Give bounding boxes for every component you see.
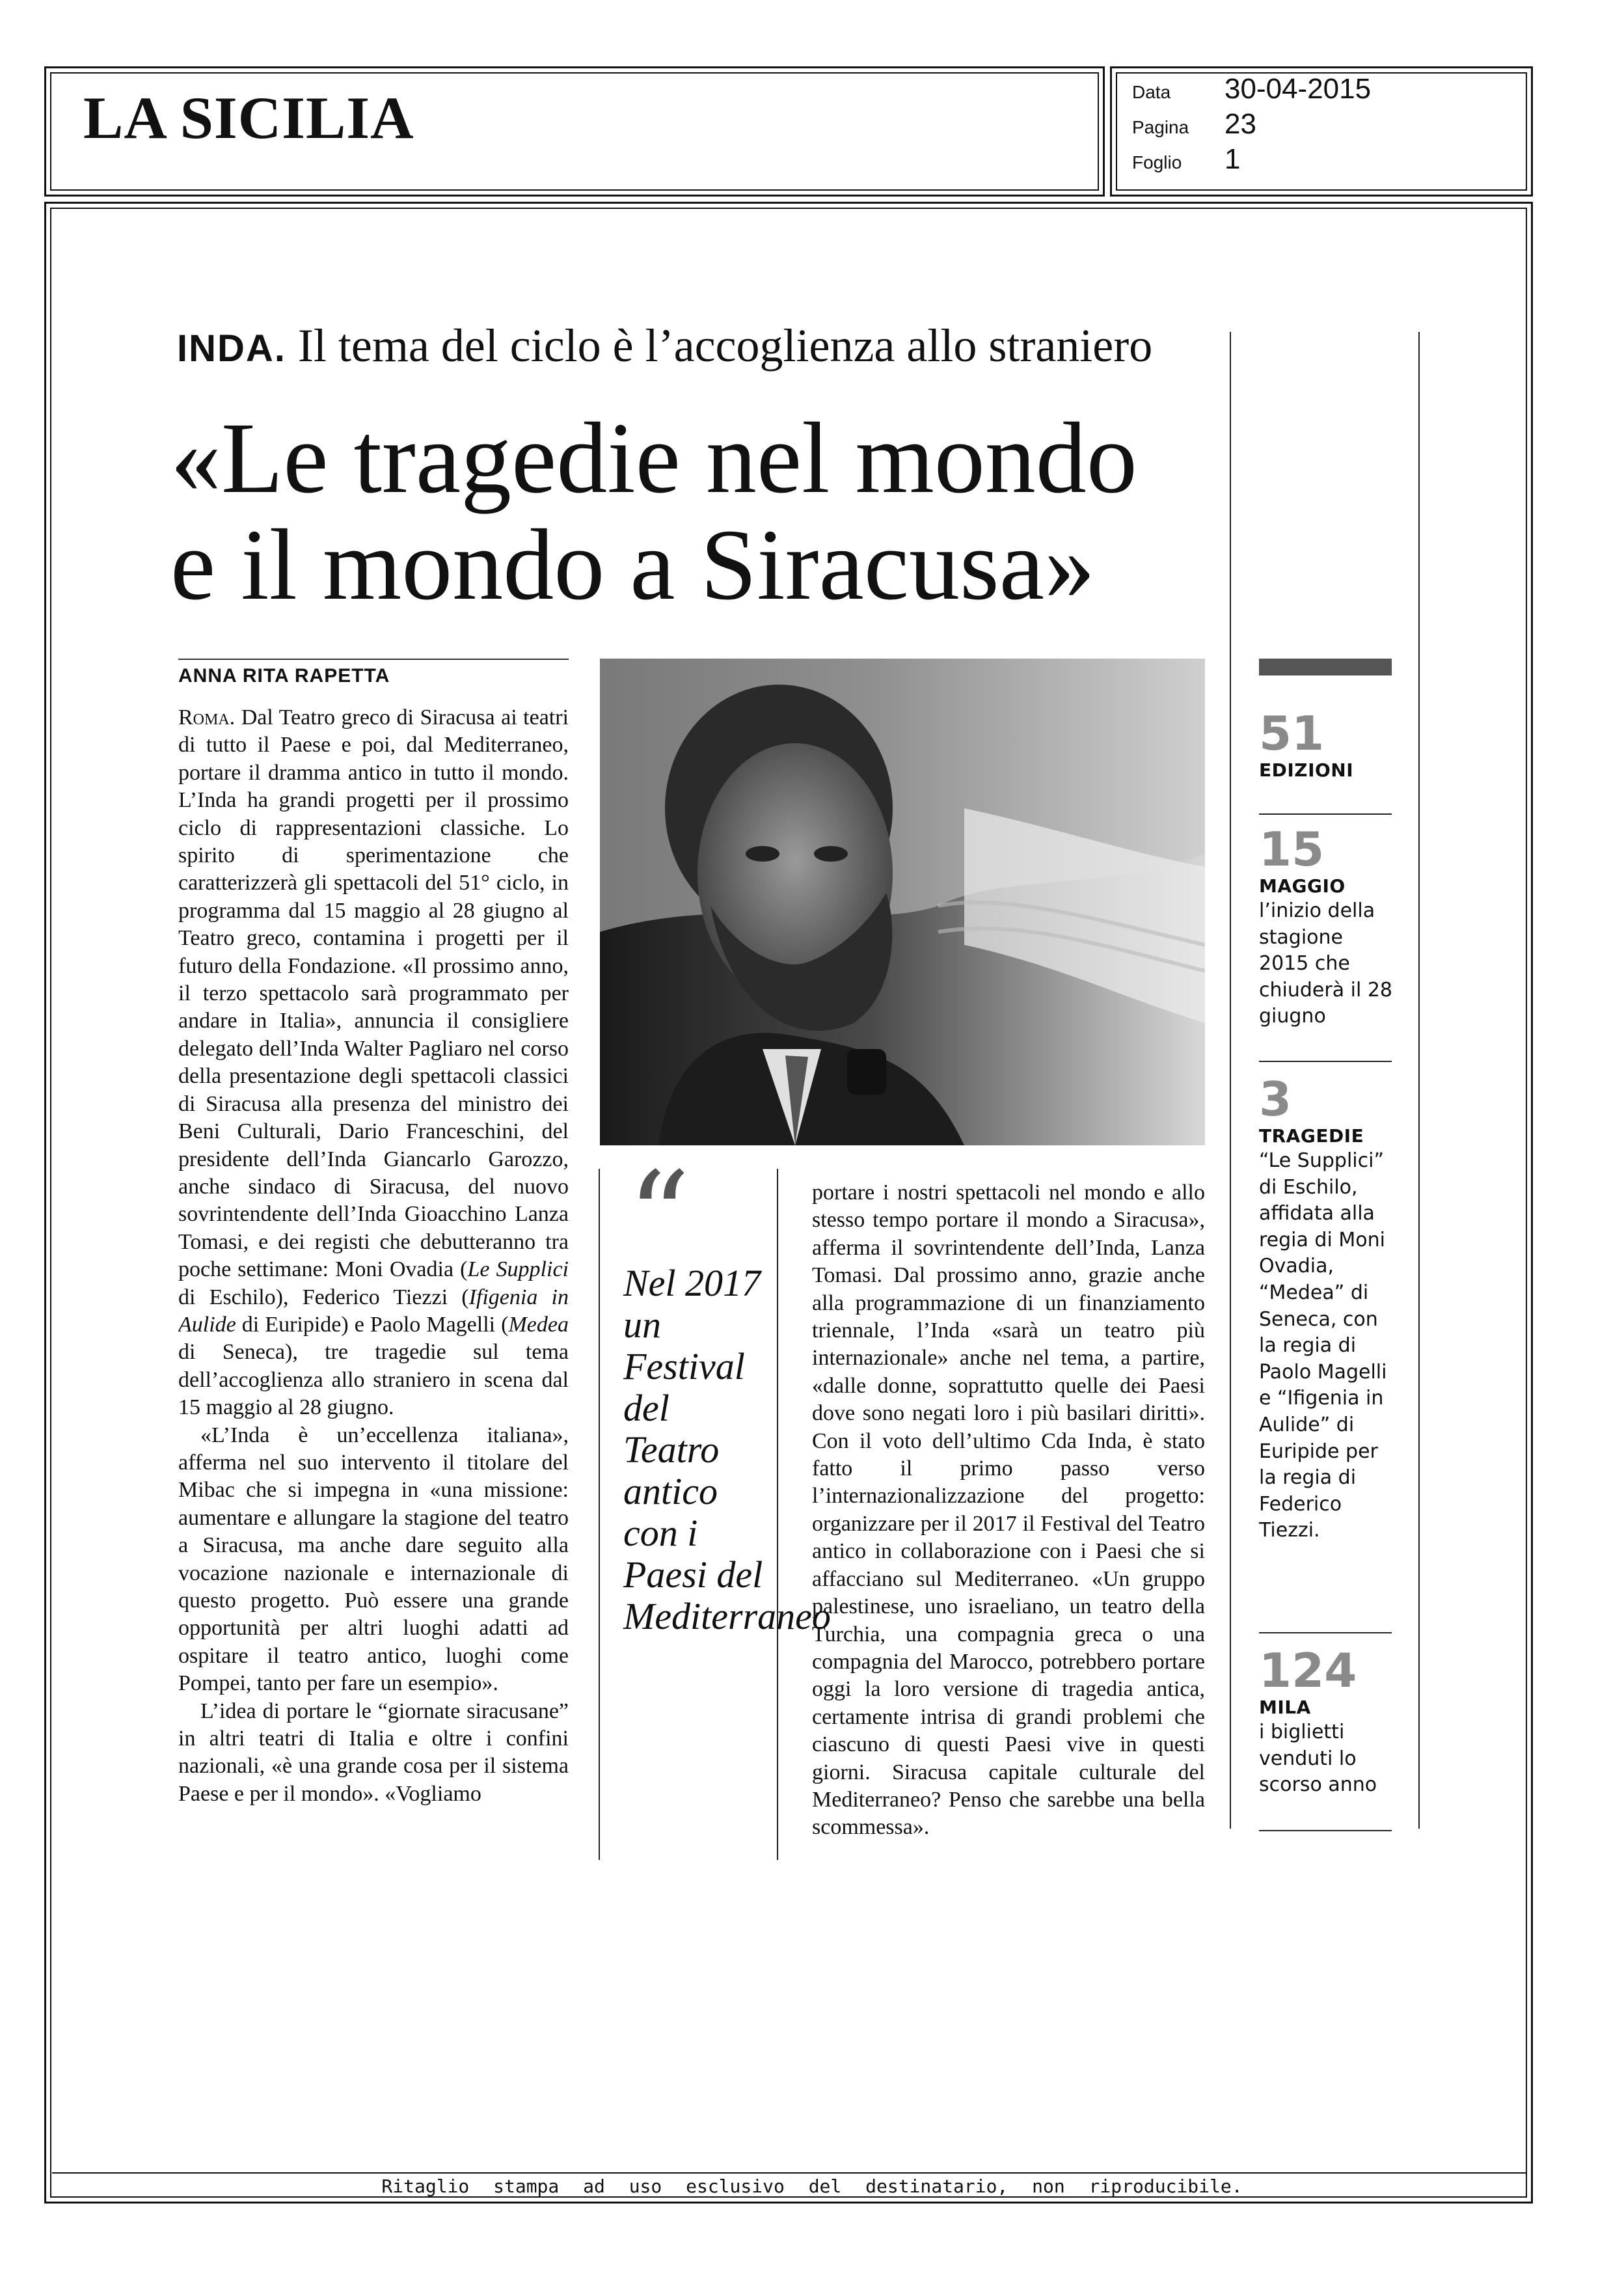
stat-number: 124	[1259, 1643, 1357, 1698]
headline-line-1: «Le tragedie nel mondo	[170, 402, 1137, 514]
paragraph-4: portare i nostri spettacoli nel mondo e allo stesso tempo portare il mondo a Siracusa», afferma il sovrintendente dell’Inda, Lanza Tomasi. Dal prossimo anno, grazie anche alla programmazione di un finanziamento triennale, l’Inda «sarà un teatro più internazionale» anche nel tema, a partire, «dalle donne, soprattutto quelle dei Paesi dove sono negati loro i più basilari diritti». Con il voto dell’ultimo Cda Inda, è stato fatto il primo passo verso l’internazionalizzazione del progetto: organizzare per il 2017 il Festival del Teatro antico in collaborazione con i Paesi che si affacciano sul Mediterraneo. «Un gruppo palestinese, uno israeliano, un teatro della Turchia, una compagnia greca o una compagnia del Marocco, potrebbero portare oggi la loro versione di tragedia antica, certamente intrisa di grandi problemi che ciascuno di questi Paesi vive in questi giorni. Siracusa capitale culturale del Mediterraneo? Penso che sarebbe una bella scommessa».	[812, 1180, 1205, 1840]
dateline: Roma.	[178, 705, 236, 730]
pull-quote-rule-left	[599, 1169, 600, 1860]
stat-label: EDIZIONI	[1259, 759, 1354, 781]
paragraph-2: «L’Inda è un’eccellenza italiana», afferma nel suo intervento il titolare del Mibac che si impegna in «una missione: aumentare e allungare la stagione del teatro a Siracusa, ma anche dare seguito alla vocazione nazionale e internazionale di questo progetto. Può essere una grande opportunità per altri luoghi adatti ad ospitare il teatro antico, luoghi come Pompei, tanto per fare un esempio».	[178, 1423, 569, 1696]
stat-number: 51	[1259, 706, 1325, 761]
kicker-text: Il tema del ciclo è l’accoglienza allo straniero	[297, 320, 1153, 372]
meta-value-pagina: 23	[1225, 108, 1256, 140]
byline: ANNA RITA RAPETTA	[178, 665, 390, 687]
stat-label: MAGGIO	[1259, 875, 1346, 897]
byline-rule	[178, 659, 569, 660]
stat-editions	[1259, 708, 1396, 782]
quote-mark-icon: “	[627, 1145, 691, 1289]
kicker-tag: INDA.	[177, 327, 286, 370]
headline	[170, 402, 1264, 621]
stat-description: i biglietti venduti lo scorso anno	[1259, 1721, 1377, 1797]
stat-label: TRAGEDIE	[1259, 1125, 1364, 1147]
stat-description: l’inizio della stagione 2015 che chiuderà il 28 giugno	[1259, 899, 1392, 1028]
title-le-supplici: Le Supplici	[467, 1257, 569, 1282]
meta-key-pagina: Pagina	[1132, 117, 1189, 137]
kicker	[177, 319, 1152, 373]
stat-tragedies	[1259, 1074, 1396, 1544]
paragraph-1: Roma. Dal Teatro greco di Siracusa ai teatri di tutto il Paese e poi, dal Mediterraneo, portare il dramma antico in tutto il mondo. L’Inda ha grandi progetti per il prossimo ciclo di rappresentazioni classiche. Lo spirito di sperimentazione che caratterizzerà gli spettacoli del 51° ciclo, in programma dal 15 maggio al 28 giugno al Teatro greco, contamina i progetti per il futuro della Fondazione. «Il prossimo anno, il terzo spettacolo sarà programmato per andare in Italia», annuncia il consigliere delegato dell’Inda Walter Pagliaro nel corso della presentazione degli spettacoli classici di Siracusa alla presenza del ministro dei Beni Culturali, Dario Franceschini, del presidente dell’Inda Giancarlo Garozzo, anche sindaco di Siracusa, del nuovo sovrintendente dell’Inda Gioacchino Lanza Tomasi, e dei registi che debutteranno tra poche settimane: Moni Ovadia (Le Supplici di Eschilo), Federico Tiezzi (Ifigenia in Aulide di Euripide) e Paolo Magelli (Medea di Seneca), tre tragedie sul tema dell’accoglienza allo straniero in scena dal 15 maggio al 28 giugno.	[178, 705, 569, 1420]
stat-divider	[1259, 1830, 1392, 1831]
footer-disclaimer: Ritaglio stampa ad uso esclusivo del destinatario, non riproducibile.	[381, 2176, 1243, 2197]
title-ifigenia: Ifigenia in Aulide	[178, 1285, 569, 1337]
article-photo	[600, 659, 1205, 1145]
stat-number: 15	[1259, 822, 1325, 877]
newspaper-title: LA SICILIA	[83, 85, 414, 151]
footer-rule	[52, 2172, 1526, 2174]
stat-may	[1259, 824, 1396, 1030]
article-column-1	[178, 704, 569, 1863]
sidebar-rule-right	[1418, 332, 1420, 1829]
stat-description: “Le Supplici” di Eschilo, affidata alla regia di Moni Ovadia, “Medea” di Seneca, con la regia di Paolo Magelli e “Ifigenia in Aulide” di Euripide per la regia di Federico Tiezzi.	[1259, 1149, 1387, 1542]
title-medea: Medea	[508, 1312, 569, 1337]
stat-divider	[1259, 1632, 1392, 1633]
meta-value-foglio: 1	[1225, 143, 1241, 175]
stat-divider	[1259, 813, 1392, 815]
sidebar-rule-left	[1230, 332, 1231, 1829]
pull-quote-rule-right	[777, 1169, 778, 1860]
meta-value-data: 30-04-2015	[1225, 73, 1372, 105]
stat-divider	[1259, 1061, 1392, 1062]
stat-label: MILA	[1259, 1697, 1311, 1718]
headline-line-2: e il mondo a Siracusa»	[170, 508, 1095, 621]
portrait-photo	[600, 659, 1205, 1145]
paragraph-3: L’idea di portare le “giornate siracusane” in altri teatri di Italia e oltre i confini nazionali, «è una grande cosa per il sistema Paese e per il mondo». «Vogliamo	[178, 1699, 569, 1806]
sidebar-header-bar	[1259, 659, 1392, 676]
pull-quote: Nel 2017 un Festival del Teatro antico con i Paesi del Mediterraneo	[623, 1262, 831, 1637]
article-column-2	[812, 1179, 1205, 1863]
stat-tickets	[1259, 1645, 1396, 1799]
stat-number: 3	[1259, 1072, 1292, 1126]
meta-key-foglio: Foglio	[1132, 152, 1182, 172]
meta-key-data: Data	[1132, 82, 1171, 102]
